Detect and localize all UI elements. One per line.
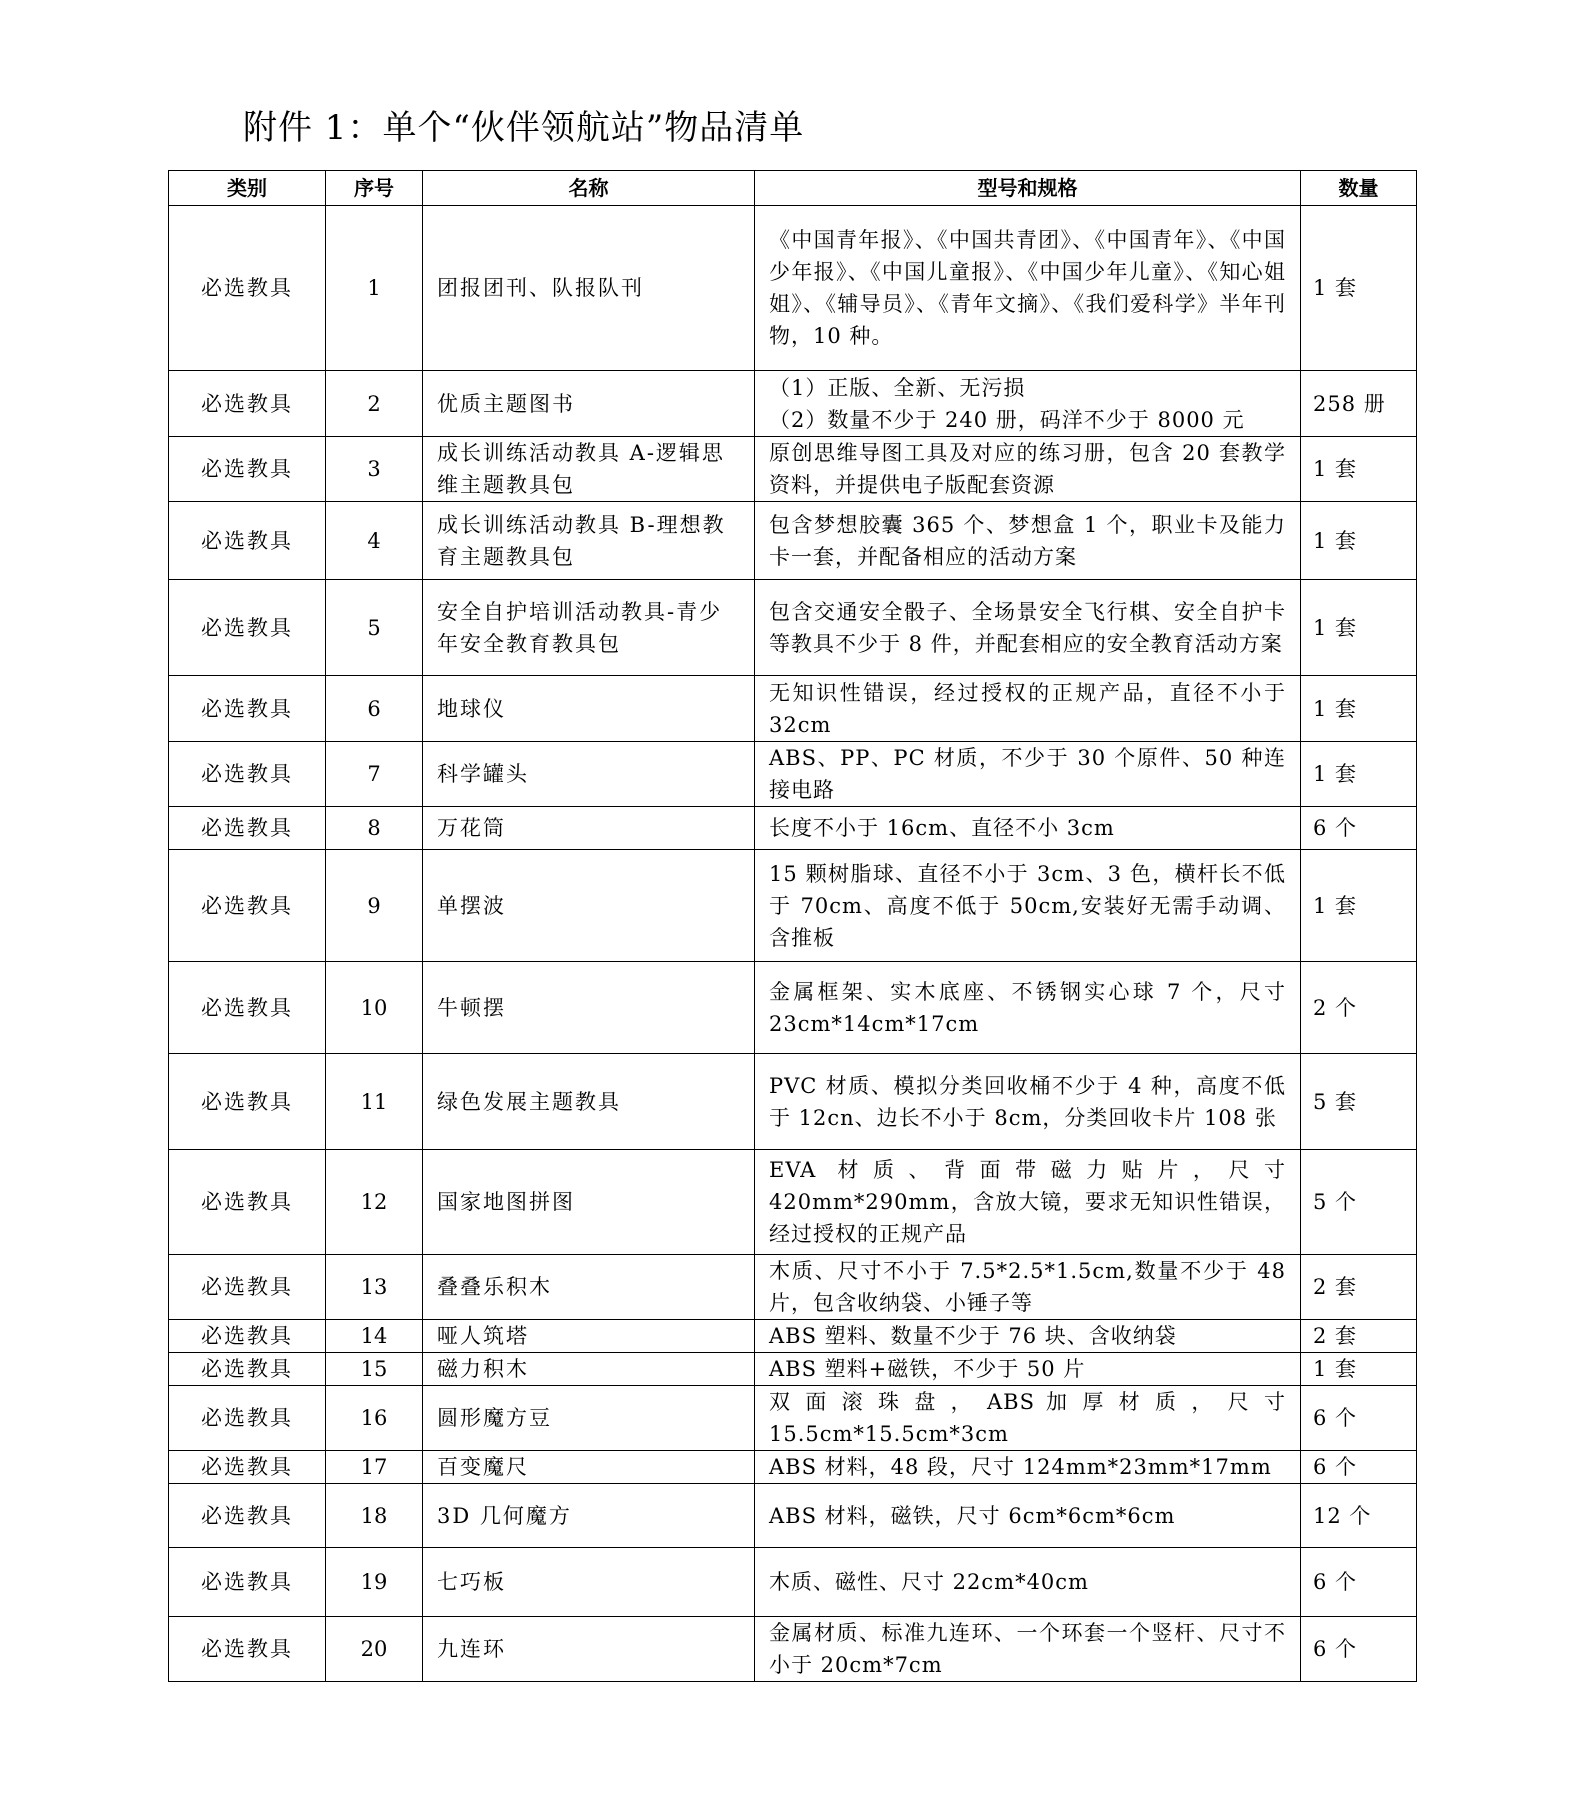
cell-category: 必选教具	[169, 1320, 326, 1353]
cell-seq: 8	[326, 807, 423, 850]
spec-line: 金属框架、实木底座、不锈钢实心球 7 个，尺寸 23cm*14cm*17cm	[769, 979, 1286, 1036]
table-row	[169, 1255, 1417, 1320]
table-row	[169, 676, 1417, 742]
cell-name: 九连环	[423, 1617, 755, 1682]
cell-name: 百变魔尺	[423, 1451, 755, 1484]
cell-category: 必选教具	[169, 502, 326, 580]
cell-category: 必选教具	[169, 1548, 326, 1617]
cell-name: 七巧板	[423, 1548, 755, 1617]
cell-spec	[755, 502, 1301, 580]
cell-seq: 16	[326, 1386, 423, 1451]
cell-name: 单摆波	[423, 850, 755, 962]
cell-qty: 1 套	[1301, 206, 1417, 371]
spec-line: 长度不小于 16cm、直径不小 3cm	[769, 816, 1115, 840]
spec-line: EVA 材质、背面带磁力贴片，尺寸 420mm*290mm，含放大镜，要求无知识性错误，经过授权的正规产品	[769, 1158, 1286, 1246]
cell-qty: 1 套	[1301, 437, 1417, 502]
cell-category: 必选教具	[169, 1451, 326, 1484]
cell-seq: 7	[326, 742, 423, 807]
cell-category: 必选教具	[169, 1054, 326, 1150]
cell-seq: 19	[326, 1548, 423, 1617]
cell-category: 必选教具	[169, 1617, 326, 1682]
cell-category: 必选教具	[169, 676, 326, 742]
table-row	[169, 502, 1417, 580]
cell-seq: 1	[326, 206, 423, 371]
spec-line: 无知识性错误，经过授权的正规产品，直径不小于 32cm	[769, 680, 1286, 737]
cell-name: 地球仪	[423, 676, 755, 742]
cell-spec	[755, 1484, 1301, 1548]
cell-seq: 10	[326, 962, 423, 1054]
cell-qty: 1 套	[1301, 502, 1417, 580]
table-row	[169, 437, 1417, 502]
table-row	[169, 850, 1417, 962]
cell-name: 团报团刊、队报队刊	[423, 206, 755, 371]
spec-line: ABS 塑料、数量不少于 76 块、含收纳袋	[769, 1324, 1177, 1348]
cell-qty: 1 套	[1301, 742, 1417, 807]
cell-name: 成长训练活动教具 A-逻辑思维主题教具包	[423, 437, 755, 502]
cell-spec	[755, 580, 1301, 676]
cell-category: 必选教具	[169, 742, 326, 807]
table-row	[169, 1451, 1417, 1484]
cell-qty: 6 个	[1301, 1386, 1417, 1451]
table-row	[169, 371, 1417, 437]
cell-qty: 2 个	[1301, 962, 1417, 1054]
spec-line: 金属材质、标准九连环、一个环套一个竖杆、尺寸不小于 20cm*7cm	[769, 1621, 1286, 1677]
cell-seq: 12	[326, 1150, 423, 1255]
spec-line: （2）数量不少于 240 册，码洋不少于 8000 元	[769, 407, 1245, 432]
cell-name: 3D 几何魔方	[423, 1484, 755, 1548]
cell-spec	[755, 206, 1301, 371]
header-spec: 型号和规格	[755, 171, 1301, 206]
cell-qty: 5 套	[1301, 1054, 1417, 1150]
cell-seq: 3	[326, 437, 423, 502]
cell-spec	[755, 850, 1301, 962]
table-body	[169, 206, 1417, 1682]
header-category: 类别	[169, 171, 326, 206]
cell-name: 优质主题图书	[423, 371, 755, 437]
cell-spec	[755, 1054, 1301, 1150]
cell-seq: 20	[326, 1617, 423, 1682]
spec-line: 包含梦想胶囊 365 个、梦想盒 1 个，职业卡及能力卡一套，并配备相应的活动方案	[769, 512, 1286, 569]
cell-seq: 9	[326, 850, 423, 962]
header-name: 名称	[423, 171, 755, 206]
cell-qty: 6 个	[1301, 1617, 1417, 1682]
cell-seq: 18	[326, 1484, 423, 1548]
cell-spec	[755, 1617, 1301, 1682]
cell-name: 牛顿摆	[423, 962, 755, 1054]
cell-spec	[755, 1451, 1301, 1484]
cell-name: 圆形魔方豆	[423, 1386, 755, 1451]
cell-name: 安全自护培训活动教具-青少年安全教育教具包	[423, 580, 755, 676]
spec-line: ABS 材料，磁铁，尺寸 6cm*6cm*6cm	[769, 1503, 1176, 1528]
cell-spec	[755, 1353, 1301, 1386]
cell-seq: 4	[326, 502, 423, 580]
item-list-table	[168, 170, 1417, 1682]
table-row	[169, 1617, 1417, 1682]
cell-seq: 15	[326, 1353, 423, 1386]
cell-seq: 11	[326, 1054, 423, 1150]
cell-name: 叠叠乐积木	[423, 1255, 755, 1320]
table-row	[169, 1054, 1417, 1150]
cell-spec	[755, 1255, 1301, 1320]
table-row	[169, 1320, 1417, 1353]
table-row	[169, 962, 1417, 1054]
cell-seq: 17	[326, 1451, 423, 1484]
cell-qty: 6 个	[1301, 1548, 1417, 1617]
cell-category: 必选教具	[169, 371, 326, 437]
spec-line: PVC 材质、模拟分类回收桶不少于 4 种，高度不低于 12cn、边长不小于 8cm，分类回收卡片 108 张	[769, 1073, 1286, 1130]
cell-category: 必选教具	[169, 580, 326, 676]
cell-spec	[755, 1548, 1301, 1617]
spec-line: 木质、尺寸不小于 7.5*2.5*1.5cm,数量不少于 48 片，包含收纳袋、小锤子等	[769, 1259, 1286, 1315]
cell-qty: 12 个	[1301, 1484, 1417, 1548]
spec-line: 双 面 滚 珠 盘 ， ABS 加 厚 材 质 ， 尺 寸 15.5cm*15.5cm*3cm	[769, 1390, 1286, 1446]
cell-qty: 6 个	[1301, 1451, 1417, 1484]
cell-seq: 2	[326, 371, 423, 437]
spec-line: 木质、磁性、尺寸 22cm*40cm	[769, 1570, 1089, 1594]
table-row	[169, 1548, 1417, 1617]
spec-line: ABS、PP、PC 材质，不少于 30 个原件、50 种连接电路	[769, 746, 1286, 802]
table-row	[169, 580, 1417, 676]
spec-line: 原创思维导图工具及对应的练习册，包含 20 套教学资料，并提供电子版配套资源	[769, 441, 1286, 497]
table-row	[169, 206, 1417, 371]
cell-category: 必选教具	[169, 1353, 326, 1386]
header-seq: 序号	[326, 171, 423, 206]
cell-spec	[755, 807, 1301, 850]
spec-line: ABS 塑料+磁铁，不少于 50 片	[769, 1357, 1086, 1381]
cell-spec	[755, 437, 1301, 502]
table-row	[169, 742, 1417, 807]
cell-name: 万花筒	[423, 807, 755, 850]
cell-qty: 1 套	[1301, 676, 1417, 742]
cell-qty: 2 套	[1301, 1255, 1417, 1320]
cell-name: 成长训练活动教具 B-理想教育主题教具包	[423, 502, 755, 580]
cell-category: 必选教具	[169, 1386, 326, 1451]
cell-qty: 6 个	[1301, 807, 1417, 850]
cell-spec	[755, 1320, 1301, 1353]
cell-category: 必选教具	[169, 437, 326, 502]
table-header-row	[169, 171, 1417, 206]
cell-spec	[755, 1150, 1301, 1255]
page-title: 附件 1：单个“伙伴领航站”物品清单	[243, 108, 805, 148]
cell-qty: 1 套	[1301, 850, 1417, 962]
spec-line: 《中国青年报》、《中国共青团》、《中国青年》、《中国少年报》、《中国儿童报》、《中国少年儿童》、《知心姐姐》、《辅导员》、《青年文摘》、《我们爱科学》半年刊物，10 种。	[769, 228, 1286, 348]
cell-name: 哑人筑塔	[423, 1320, 755, 1353]
cell-name: 国家地图拼图	[423, 1150, 755, 1255]
cell-spec	[755, 676, 1301, 742]
cell-qty: 1 套	[1301, 580, 1417, 676]
spec-line: （1）正版、全新、无污损	[769, 375, 1026, 400]
cell-seq: 6	[326, 676, 423, 742]
cell-qty: 1 套	[1301, 1353, 1417, 1386]
cell-name: 绿色发展主题教具	[423, 1054, 755, 1150]
cell-qty: 5 个	[1301, 1150, 1417, 1255]
cell-category: 必选教具	[169, 807, 326, 850]
header-qty: 数量	[1301, 171, 1417, 206]
cell-seq: 14	[326, 1320, 423, 1353]
cell-spec	[755, 1386, 1301, 1451]
spec-line: 15 颗树脂球、直径不小于 3cm、3 色，横杆长不低于 70cm、高度不低于 50cm,安装好无需手动调、含推板	[769, 861, 1286, 950]
table-row	[169, 1150, 1417, 1255]
cell-name: 磁力积木	[423, 1353, 755, 1386]
table-row	[169, 1386, 1417, 1451]
cell-category: 必选教具	[169, 206, 326, 371]
cell-category: 必选教具	[169, 1150, 326, 1255]
table-row	[169, 807, 1417, 850]
cell-spec	[755, 371, 1301, 437]
cell-qty: 258 册	[1301, 371, 1417, 437]
cell-seq: 13	[326, 1255, 423, 1320]
cell-name: 科学罐头	[423, 742, 755, 807]
cell-category: 必选教具	[169, 962, 326, 1054]
cell-category: 必选教具	[169, 1255, 326, 1320]
cell-qty: 2 套	[1301, 1320, 1417, 1353]
cell-seq: 5	[326, 580, 423, 676]
cell-spec	[755, 742, 1301, 807]
table-row	[169, 1484, 1417, 1548]
spec-line: ABS 材料，48 段，尺寸 124mm*23mm*17mm	[769, 1455, 1272, 1479]
cell-category: 必选教具	[169, 850, 326, 962]
cell-spec	[755, 962, 1301, 1054]
table-row	[169, 1353, 1417, 1386]
cell-category: 必选教具	[169, 1484, 326, 1548]
spec-line: 包含交通安全骰子、全场景安全飞行棋、安全自护卡等教具不少于 8 件，并配套相应的安全教育活动方案	[769, 599, 1286, 656]
